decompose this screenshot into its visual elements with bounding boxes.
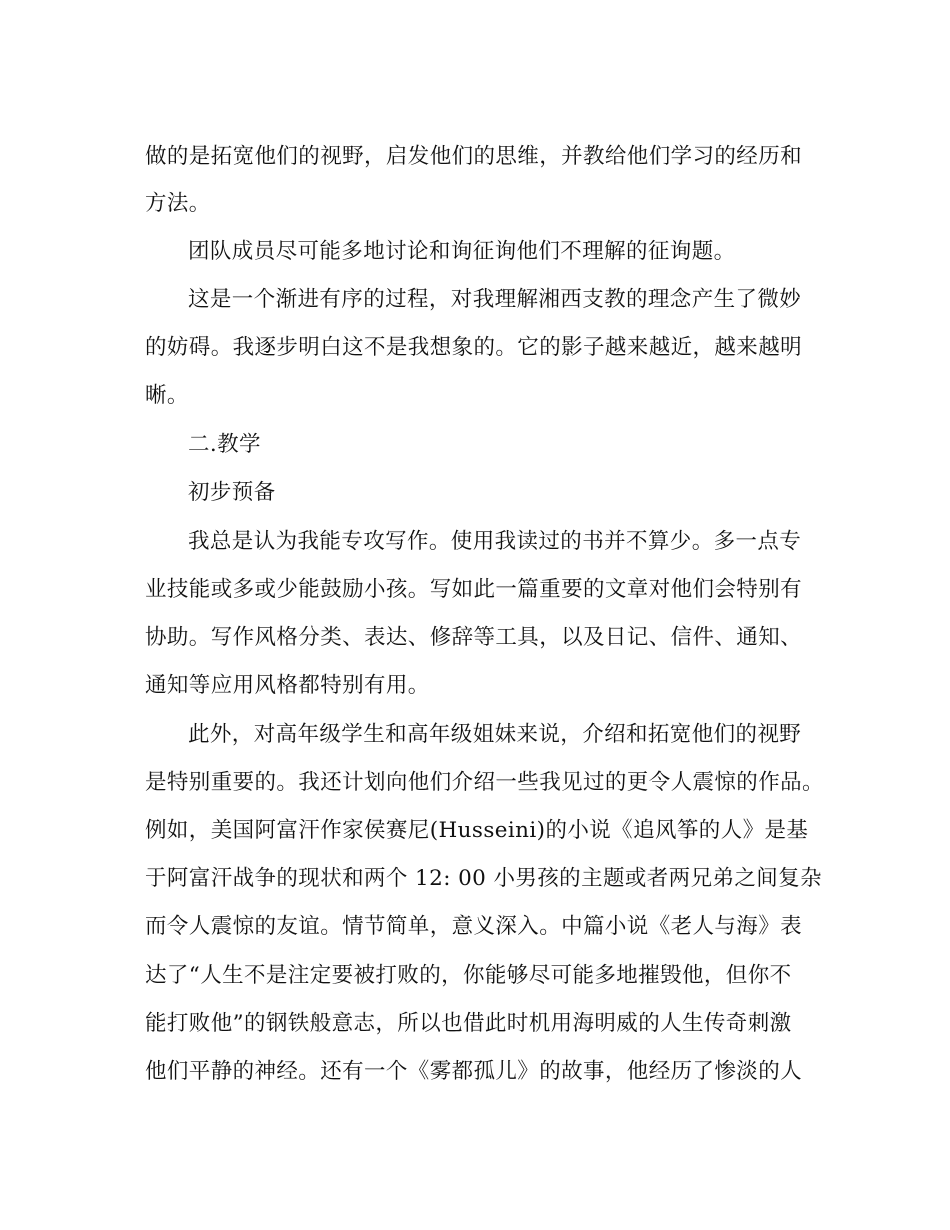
paragraph-line: 而令人震惊的友谊。情节简单，意义深入。中篇小说《老人与海》表 xyxy=(145,914,803,939)
paragraph-line: 达了“人生不是注定要被打败的，你能够尽可能多地摧毁他，但你不 xyxy=(145,963,792,988)
paragraph-line: 通知等应用风格都特别有用。 xyxy=(145,673,430,698)
paragraph-line: 的妨碍。我逐步明白这不是我想象的。它的影子越来越近，越来越明 xyxy=(145,335,803,360)
paragraph-line: 我总是认为我能专攻写作。使用我读过的书并不算少。多一点专 xyxy=(188,529,802,554)
paragraph-line: 他们平静的神经。还有一个《雾都孤儿》的故事，他经历了惨淡的人 xyxy=(145,1059,803,1084)
paragraph-line: 是特别重要的。我还计划向他们介绍一些我见过的更令人震惊的作品。 xyxy=(145,770,824,795)
paragraph-line: 做的是拓宽他们的视野，启发他们的思维，并教给他们学习的经历和 xyxy=(145,144,803,169)
paragraph-line: 于阿富汗战争的现状和两个 12: 00 小男孩的主题或者两兄弟之间复杂 xyxy=(145,866,822,891)
paragraph-line: 此外，对高年级学生和高年级姐妹来说，介绍和拓宽他们的视野 xyxy=(188,722,802,747)
paragraph-line: 团队成员尽可能多地讨论和询征询他们不理解的征询题。 xyxy=(188,239,736,264)
paragraph-line: 晰。 xyxy=(145,383,189,408)
paragraph-line: 协助。写作风格分类、表达、修辞等工具，以及日记、信件、通知、 xyxy=(145,625,803,650)
paragraph-line: 业技能或多或少能鼓励小孩。写如此一篇重要的文章对他们会特别有 xyxy=(145,577,803,602)
paragraph-line: 这是一个渐进有序的过程，对我理解湘西支教的理念产生了微妙 xyxy=(188,287,802,312)
section-heading: 二.教学 xyxy=(188,432,261,457)
paragraph-line: 能打败他”的钢铁般意志，所以也借此时机用海明威的人生传奇刺激 xyxy=(145,1011,792,1036)
paragraph-line: 例如，美国阿富汗作家侯赛尼(Husseini)的小说《追风筝的人》是基 xyxy=(145,818,809,843)
paragraph-line: 方法。 xyxy=(145,191,211,216)
subsection-heading: 初步预备 xyxy=(188,480,276,505)
